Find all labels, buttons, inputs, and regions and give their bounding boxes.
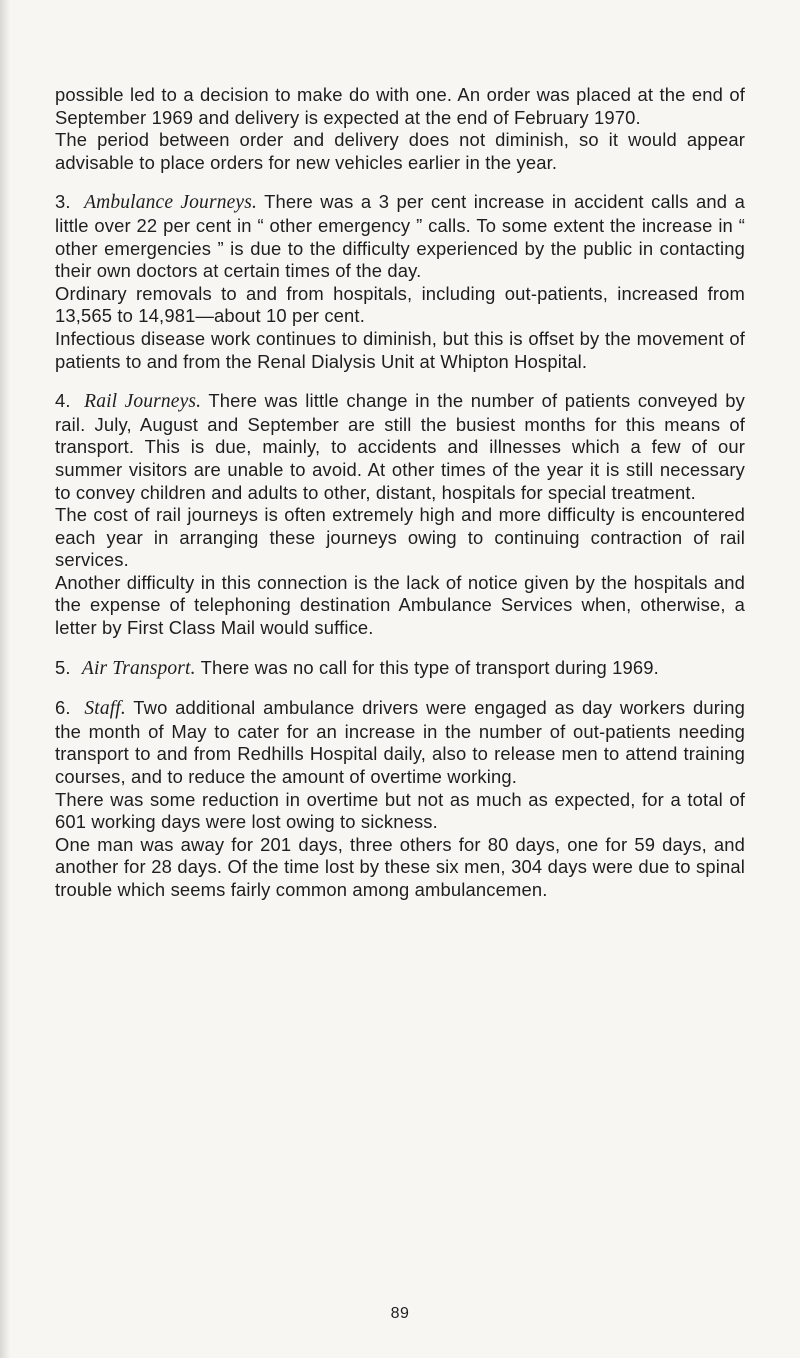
section-rail-journeys <box>55 390 745 504</box>
paragraph-sickness-days: One man was away for 201 days, three others for 80 days, one for 59 days, and another for 28 days. Of the time lost by these six men, 304 days were due to spinal trouble which seems fairly common among ambulancemen. <box>55 833 745 900</box>
section-heading: Ambulance Journeys. <box>84 192 257 214</box>
section-number: 3. <box>55 191 71 213</box>
paragraph-ordinary-removals: Ordinary removals to and from hospitals, including out-patients, increased from 13,565 to 14,981—about 10 per cent. <box>55 282 745 327</box>
section-text: Two additional ambulance drivers were engaged as day workers during the month of May to cater for an increase in the number of out-patients needing transport to and from Redhills Hospital daily, also to release men to attend training courses, and to reduce the amount of overtime working. <box>55 697 745 788</box>
section-text: There was a 3 per cent increase in accident calls and a little over 22 per cent in “ other emergency ” calls. To some extent the increase in “ other emergencies ” is due to the difficulty experienced by the public in contacting their own doctors at certain times of the day. <box>55 191 745 282</box>
paragraph-infectious-disease: Infectious disease work continues to diminish, but this is offset by the movement of patients to and from the Renal Dialysis Unit at Whipton Hospital. <box>55 327 745 372</box>
paragraph-order-period: The period between order and delivery does not diminish, so it would appear advisable to place orders for new vehicles earlier in the year. <box>55 129 745 173</box>
paragraph-vehicle-order: possible led to a decision to make do with one. An order was placed at the end of September 1969 and delivery is expected at the end of February 1970. <box>55 84 745 128</box>
page-number: 89 <box>390 1305 410 1322</box>
section-air-transport <box>55 657 745 681</box>
page-edge-shadow <box>0 0 10 1358</box>
paragraph-overtime: There was some reduction in overtime but not as much as expected, for a total of 601 working days were lost owing to sickness. <box>55 788 745 833</box>
paragraph-notice-difficulty: Another difficulty in this connection is the lack of notice given by the hospitals and the expense of telephoning destination Ambulance Services when, otherwise, a letter by First Class Mail would suffice. <box>55 571 745 639</box>
section-number: 5. <box>55 656 71 678</box>
section-text: There was no call for this type of transport during 1969. <box>200 656 659 678</box>
section-text: There was little change in the number of patients conveyed by rail. July, August and September are still the busiest months for this means of transport. This is due, mainly, to accidents and illnesses which a few of our summer visitors are unable to avoid. At other times of the year it is still necessary to convey children and adults to other, distant, hospitals for special treatment. <box>55 390 745 503</box>
paragraph-rail-cost: The cost of rail journeys is often extremely high and more difficulty is encountered each year in arranging these journeys owing to continuing contraction of rail services. <box>55 504 745 571</box>
section-staff <box>55 697 745 788</box>
section-number: 6. <box>55 697 71 719</box>
section-ambulance-journeys <box>55 191 745 282</box>
section-heading: Staff. <box>84 698 126 720</box>
section-heading: Rail Journeys. <box>84 391 202 413</box>
document-page <box>55 84 745 902</box>
section-heading: Air Transport. <box>81 657 196 679</box>
section-number: 4. <box>55 390 71 412</box>
